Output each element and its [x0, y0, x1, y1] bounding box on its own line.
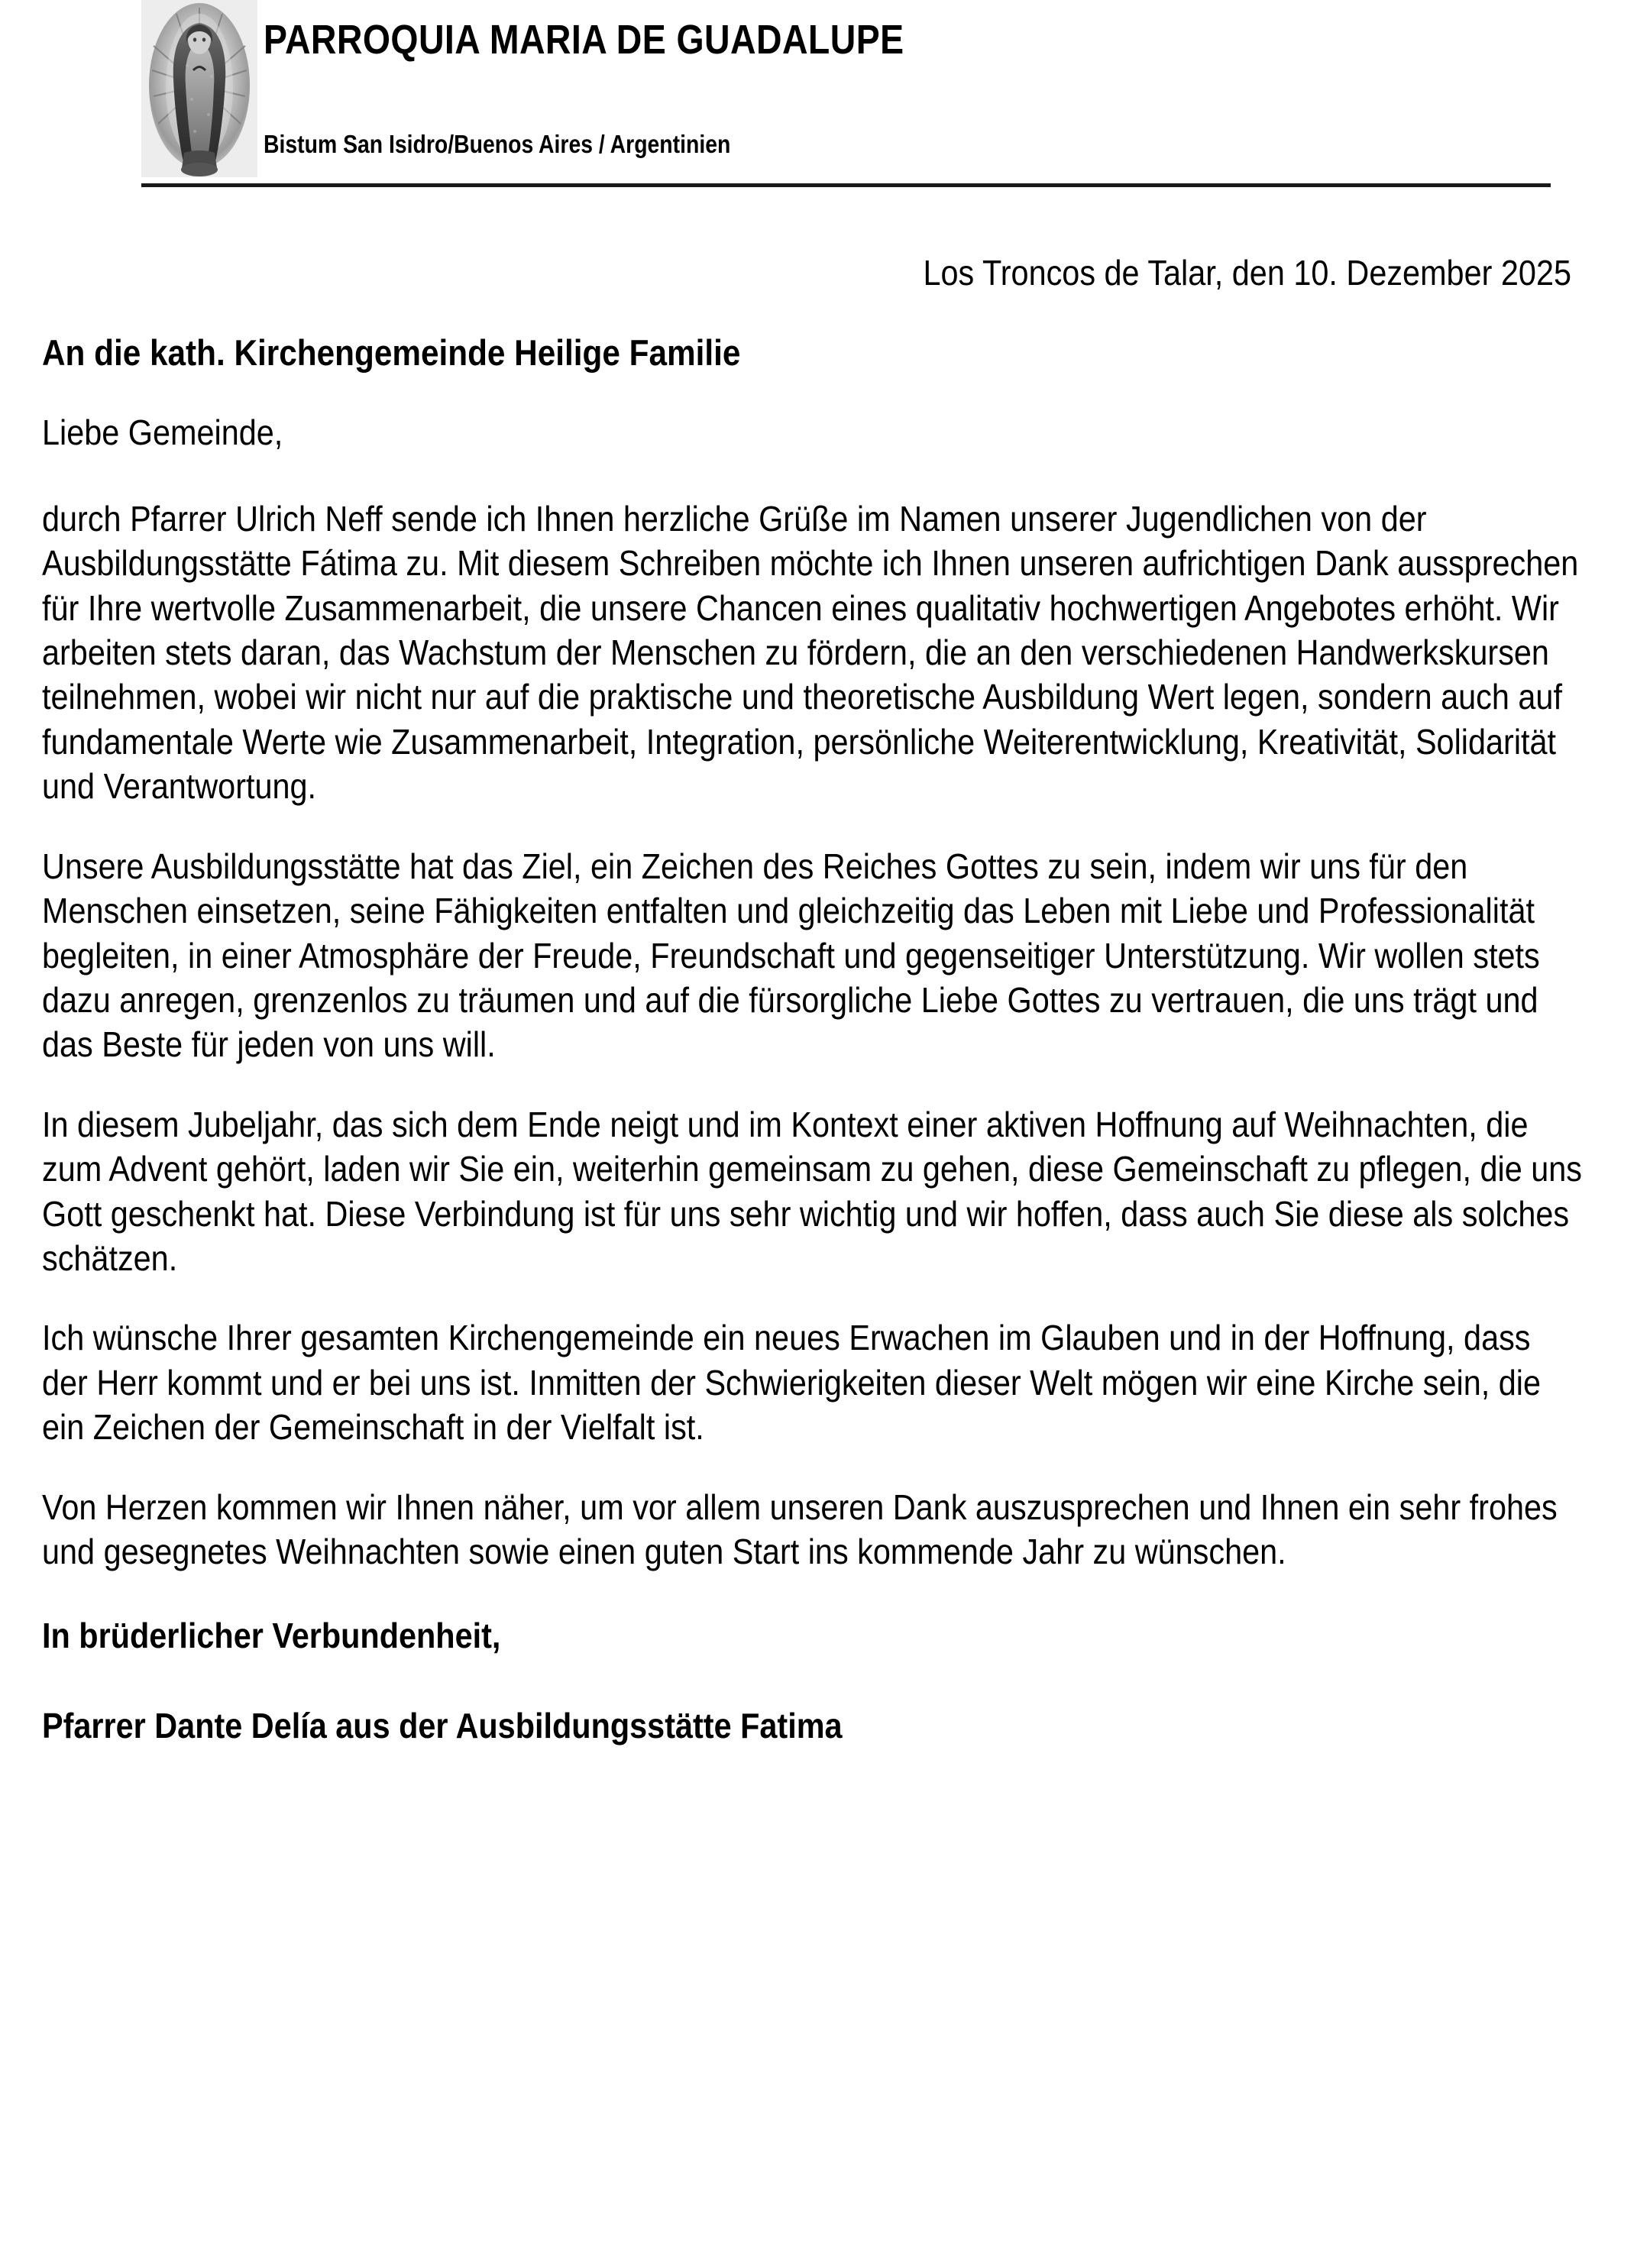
organization-subtitle: Bistum San Isidro/Buenos Aires / Argentinien	[264, 130, 731, 158]
salutation: Liebe Gemeinde,	[42, 412, 283, 452]
letter-paragraph: durch Pfarrer Ulrich Neff sende ich Ihnen herzliche Grüße im Namen unserer Jugendlichen von der Ausbildungsstätte Fátima zu. Mit diesem Schreiben möchte ich Ihnen unseren aufrichtigen Dank aussprechen für Ihre wertvolle Zusammenarbeit, die unsere Chancen eines qualitativ hochwertigen Angebotes erhöht. Wir arbeiten stets daran, das Wachstum der Menschen zu fördern, die an den verschiedenen Handwerkskursen teilnehmen, wobei wir nicht nur auf die praktische und theoretische Ausbildung Wert legen, sondern auch auf fundamentale Werte wie Zusammenarbeit, Integration, persönliche Weiterentwicklung, Kreativität, Solidarität und Verantwortung.	[42, 498, 1579, 807]
letter-paragraph: Unsere Ausbildungsstätte hat das Ziel, ein Zeichen des Reiches Gottes zu sein, indem wir uns für den Menschen einsetzen, seine Fähigkeiten entfalten und gleichzeitig das Leben mit Liebe und Professionalität begleiten, in einer Atmosphäre der Freude, Freundschaft und gegenseitiger Unterstützung. Wir wollen stets dazu anregen, grenzenlos zu träumen und auf die fürsorgliche Liebe Gottes zu vertrauen, die uns trägt und das Beste für jeden von uns will.	[42, 846, 1540, 1065]
letter-paragraph: Ich wünsche Ihrer gesamten Kirchengemeinde ein neues Erwachen im Glauben und in der Hoffnung, dass der Herr kommt und er bei uns ist. Inmitten der Schwierigkeiten dieser Welt mögen wir eine Kirche sein, die ein Zeichen der Gemeinschaft in der Vielfalt ist.	[42, 1318, 1541, 1448]
organization-title: PARROQUIA MARIA DE GUADALUPE	[264, 17, 904, 63]
signature-line: Pfarrer Dante Delía aus der Ausbildungsstätte Fatima	[42, 1705, 843, 1745]
letter-paragraph: Von Herzen kommen wir Ihnen näher, um vor allem unseren Dank auszusprechen und Ihnen ein sehr frohes und gesegnetes Weihnachten sowie einen guten Start ins kommende Jahr zu wünschen.	[42, 1487, 1558, 1571]
virgin-of-guadalupe-image	[141, 0, 257, 177]
dateline: Los Troncos de Talar, den 10. Dezember 2025	[923, 253, 1571, 293]
closing-line: In brüderlicher Verbundenheit,	[42, 1616, 501, 1656]
header-divider	[141, 183, 1551, 187]
letterhead-text	[264, 0, 1562, 177]
addressee-line: An die kath. Kirchengemeinde Heilige Familie	[42, 332, 741, 374]
letter-body	[42, 252, 1585, 1747]
letter-paragraph: In diesem Jubeljahr, das sich dem Ende neigt und im Kontext einer aktiven Hoffnung auf Weihnachten, die zum Advent gehört, laden wir Sie ein, weiterhin gemeinsam zu gehen, diese Gemeinschaft zu pflegen, die uns Gott geschenkt hat. Diese Verbindung ist für uns sehr wichtig und wir hoffen, dass auch Sie diese als solches schätzen.	[42, 1104, 1582, 1278]
letterhead	[0, 0, 1650, 191]
